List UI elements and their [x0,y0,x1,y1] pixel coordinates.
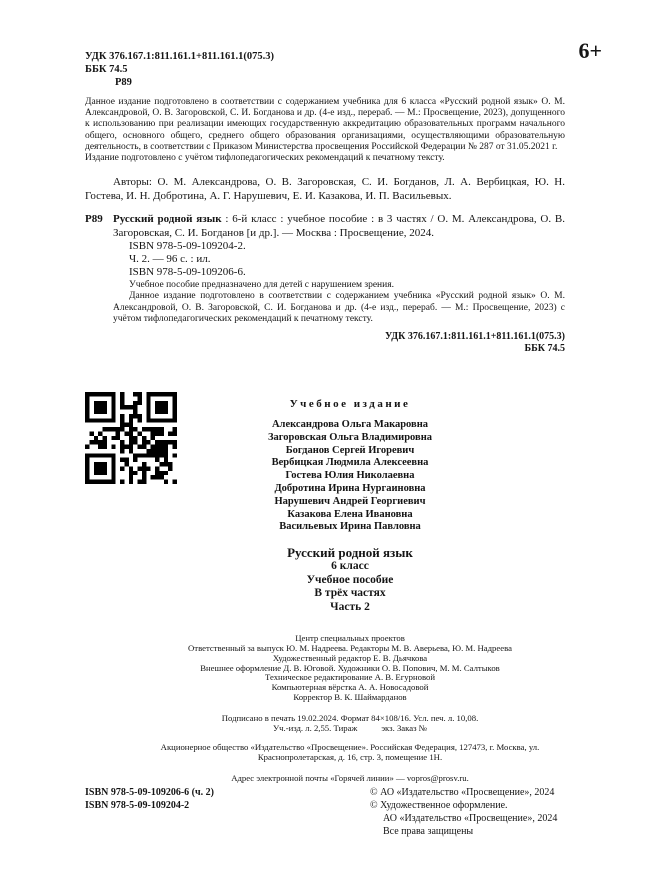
isbn-part-line: ISBN 978-5-09-109206-6. [129,266,246,279]
author-full-name: Нарушевич Андрей Георгиевич [274,495,426,507]
credits-line: Центр специальных проектов [295,633,405,644]
catalog-description: : 6-й класс : учебное пособие : в 3 частях / О. М. Александрова, О. В. Загоровская, С. И. Богданов [и др.]. — Москва : Просвещение, 2024. [113,213,566,239]
print-info-block [135,713,565,734]
bbk-line: ББК 74.5 [85,64,128,75]
credits-line: Техническое редактирование А. В. Егурновой [264,672,436,683]
edition-note: Данное издание подготовлено в соответствии с содержанием учебника «Русский родной язык» О. М. Александровой, О. В. Загоровской, С. И. Богданова и др. (4-е изд., перераб. — М.: Просвещение, 2023) с учётом тифлопедагогических рекомендаций к печатному тексту. [113,291,565,325]
edition-kind-label: Учебное издание [289,398,411,410]
copyright-line: Все права защищены [383,826,474,837]
author-full-name: Васильевых Ирина Павловна [279,521,421,533]
vision-note: Учебное пособие предназначено для детей с нарушением зрения. [129,279,394,290]
author-full-name: Казакова Елена Ивановна [287,508,413,520]
age-rating-badge: 6+ [578,38,602,63]
part-line: Ч. 2. — 96 с. : ил. [129,253,211,266]
author-full-name: Добротина Ирина Нургаиновна [274,482,426,494]
author-full-name: Гостева Юлия Николаевна [285,470,415,482]
isbn-main-line: ISBN 978-5-09-109204-2. [129,239,246,252]
authors-line: Авторы: О. М. Александрова, О. В. Загоровская, С. И. Богданов, Л. А. Вербицкая, Ю. Н. Гостева, И. Н. Добротина, А. Г. Нарушевич, Е. И. Казакова, И. П. Васильевых. [85,176,565,202]
credits-line: Внешнее оформление Д. В. Юговой. Художники О. В. Попович, М. М. Салтыков [200,662,500,673]
book-grade: 6 класс [331,560,369,573]
book-title-block [135,545,565,614]
publisher-address: Акционерное общество «Издательство «Просвещение». Российская Федерация, 127473, г. Москва, ул. Краснопролетарская, д. 16, стр. 3, помещение 1Н. [160,741,540,763]
book-type: Учебное пособие [306,573,394,586]
print-info-line: Уч.-изд. л. 2,55. Тираж экз. Заказ № [273,723,427,734]
footer-block [85,786,565,838]
edition-column [135,398,565,783]
book-parts: В трёх частях [314,587,386,600]
book-part-number: Часть 2 [330,600,370,613]
copyright-line: © АО «Издательство «Просвещение», 2024 [370,787,555,798]
footer-isbn-line: ISBN 978-5-09-109204-2 [85,800,190,811]
catalog-code: Р89 [85,213,103,226]
author-full-name: Богданов Сергей Игоревич [285,444,415,456]
book-title: Русский родной язык [287,545,413,561]
udk-line: УДК 376.167.1:811.161.1+811.161.1(075.3) [85,51,275,62]
bbk-right-line: ББК 74.5 [524,343,565,355]
edition-annotation: Данное издание подготовлено в соответствии с содержанием учебника для 6 класса «Русский родной язык» О. М. Александровой, О. В. Загоровской, С. И. Богданова и др. (4-е изд., перераб. — М.: Просвещение, 2023), допущенного к использованию при реализации имеющих государственную аккредитацию образовательных программ начального общего, основного общего, среднего общего образования организациями, осуществляющими образовательную деятельность, в соответствии с Приказом Министерства просвещения Российской Федерации № 287 от 31.05.2021 г. [85,97,565,152]
catalog-entry [85,213,566,325]
author-names-list [135,419,565,534]
catalog-title: Русский родной язык [113,213,222,226]
copyright-block [370,786,565,838]
classification-block [85,50,565,89]
credits-block [135,634,565,703]
credits-line: Художественный редактор Е. В. Дьячкова [272,652,428,663]
credits-line: Ответственный за выпуск Ю. М. Надреева. Редакторы М. В. Аверьева, Ю. М. Надреева [188,642,512,653]
author-full-name: Александрова Ольга Макаровна [271,419,429,430]
author-full-name: Вербицкая Людмила Алексеевна [271,457,429,469]
copyright-line: © Художественное оформление. [370,800,508,811]
footer-isbn-line: ISBN 978-5-09-109206-6 (ч. 2) [85,787,214,798]
udk-right-line: УДК 376.167.1:811.161.1+811.161.1(075.3) [384,330,565,342]
hotline-email-line: Адрес электронной почты «Горячей линии» — vopros@prosv.ru. [231,772,469,783]
credits-line: Корректор В. К. Шаймарданов [293,691,407,702]
tiflo-note: Издание подготовлено с учётом тифлопедагогических рекомендаций к печатному тексту. [85,153,445,164]
footer-isbn-block [85,786,370,838]
catalog-main-line [85,213,566,240]
print-info-line: Подписано в печать 19.02.2024. Формат 84×108/16. Усл. печ. л. 10,08. [221,712,479,723]
author-sign-code: Р89 [115,77,132,88]
author-full-name: Загоровская Ольга Владимировна [267,431,433,443]
imprint-content [85,50,565,356]
credits-line: Компьютерная вёрстка А. А. Новосадовой [271,682,429,693]
copyright-line: АО «Издательство «Просвещение», 2024 [383,813,558,824]
